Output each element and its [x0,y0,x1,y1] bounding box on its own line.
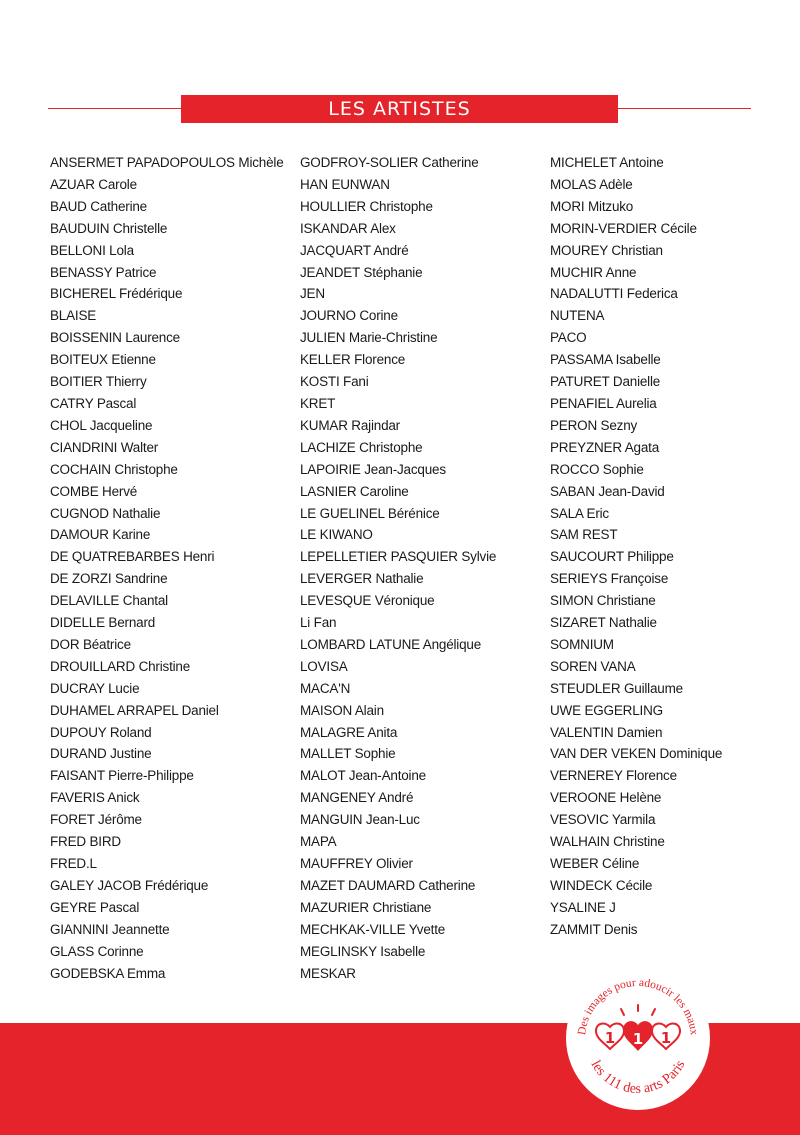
artist-name: MANGUIN Jean-Luc [300,812,420,828]
artist-name: BAUD Catherine [50,198,147,214]
artist-name: COMBE Hervé [50,483,138,499]
artist-name: NUTENA [550,308,605,324]
heart-digits-logo-icon [596,1021,680,1051]
artist-name: LOMBARD LATUNE Angélique [300,636,482,652]
artist-name: PACO [550,330,587,346]
artist-name: JOURNO Corine [300,308,398,324]
artist-name: MACA'N [300,680,351,696]
artist-name: ISKANDAR Alex [300,220,396,236]
artist-name: MAPA [300,834,337,850]
artist-name: MALAGRE Anita [300,724,398,740]
artist-name: MICHELET Antoine [550,155,664,170]
artist-name: LE GUELINEL Bérénice [300,505,440,521]
artist-name: SAM REST [550,527,618,543]
artist-name: BOITIER Thierry [50,374,147,390]
artist-name: MEGLINSKY Isabelle [300,943,426,959]
artist-name: WEBER Céline [550,856,640,871]
artist-name: CATRY Pascal [50,395,137,411]
artist-name: SOMNIUM [550,636,614,652]
artist-name: LEVESQUE Véronique [300,593,435,609]
artist-name: PREYZNER Agata [550,439,659,455]
artist-name: LEVERGER Nathalie [300,571,424,587]
artist-name: MAZURIER Christiane [300,899,432,915]
artist-name: FORET Jérôme [50,812,142,828]
artist-name: JACQUART André [300,242,409,258]
artist-name: SALA Eric [550,505,609,521]
artist-name: GEYRE Pascal [50,899,140,915]
artist-name: MOUREY Christian [550,242,663,258]
artist-name: DUCRAY Lucie [50,680,140,696]
artist-name: ZAMMIT Denis [550,921,638,937]
artist-name: DUPOUY Roland [50,724,152,740]
artist-name: FAISANT Pierre-Philippe [50,768,194,784]
artist-name: DUHAMEL ARRAPEL Daniel [50,702,219,718]
artist-name: NADALUTTI Federica [550,286,678,302]
artist-name: CHOL Jacqueline [50,417,153,433]
seal-digit-2: 1 [632,1030,644,1048]
artist-name: LACHIZE Christophe [300,439,423,455]
artist-name: SABAN Jean-David [550,483,665,499]
artist-name: HAN EUNWAN [300,176,390,192]
artist-name: DELAVILLE Chantal [50,593,168,609]
artist-name: DROUILLARD Christine [50,658,191,674]
artist-name: BLAISE [50,308,97,324]
artist-name: BICHEREL Frédérique [50,286,183,302]
association-seal [563,963,713,1113]
artist-name: MORI Mitzuko [550,198,634,214]
artist-name: LAPOIRIE Jean-Jacques [300,461,446,477]
artist-name: BOITEUX Etienne [50,352,156,368]
artist-name: GLASS Corinne [50,943,144,959]
artist-name: SAUCOURT Philippe [550,549,674,565]
artist-name: KRET [300,395,336,411]
artist-name: MAUFFREY Olivier [300,856,413,871]
artist-name: LASNIER Caroline [300,483,409,499]
artist-name: MALOT Jean-Antoine [300,768,426,784]
artist-name: MOLAS Adèle [550,176,633,192]
seal-digit-1: 1 [604,1029,616,1047]
artist-name: MECHKAK-VILLE Yvette [300,921,446,937]
artist-name: LE KIWANO [300,527,373,543]
artist-name: JEANDET Stéphanie [300,264,423,280]
artist-name: PERON Sezny [550,417,638,433]
artist-name: VERNEREY Florence [550,768,677,784]
artist-name: AZUAR Carole [50,176,137,192]
artist-name: SIMON Christiane [550,593,656,609]
artist-name: MAISON Alain [300,702,384,718]
artist-name: BOISSENIN Laurence [50,330,180,346]
artist-column-1 [50,152,284,984]
artist-name: UWE EGGERLING [550,702,663,718]
artist-name: GODEBSKA Emma [50,965,166,981]
artist-column-3 [550,152,722,941]
artist-name: SIZARET Nathalie [550,615,657,631]
artist-name: KELLER Florence [300,352,406,368]
artist-name: FAVERIS Anick [50,790,140,806]
artist-column-2 [300,152,496,984]
artist-name: COCHAIN Christophe [50,461,178,477]
artist-name: MAZET DAUMARD Catherine [300,877,476,893]
artist-name: DE ZORZI Sandrine [50,571,168,587]
title-rule-left [48,108,183,109]
artist-name: VEROONE Helène [550,790,662,806]
artist-name: GODFROY-SOLIER Catherine [300,155,479,170]
artist-name: GIANNINI Jeannette [50,921,170,937]
artist-name: MESKAR [300,965,356,981]
artist-name: MUCHIR Anne [550,264,637,280]
title-rule-right [617,108,751,109]
artist-name: Li Fan [300,615,337,631]
artist-name: CIANDRINI Walter [50,439,159,455]
artist-name: YSALINE J [550,899,616,915]
artist-name: FRED.L [50,856,97,871]
artist-name: BAUDUIN Christelle [50,220,168,236]
artist-name: VESOVIC Yarmila [550,812,656,828]
seal-bottom-text: les 111 des arts Paris [587,1058,689,1097]
artist-name: WALHAIN Christine [550,834,665,850]
section-title [181,95,618,123]
artist-name: PATURET Danielle [550,374,661,390]
artist-name: PASSAMA Isabelle [550,352,661,368]
artist-name: BENASSY Patrice [50,264,157,280]
artist-name: MALLET Sophie [300,746,396,762]
artist-name: DE QUATREBARBES Henri [50,549,215,565]
artist-name: FRED BIRD [50,834,121,850]
artist-name: VAN DER VEKEN Dominique [550,746,723,762]
section-title-text: LES ARTISTES [328,98,471,120]
artist-name: JEN [300,286,325,302]
artist-name: MORIN-VERDIER Cécile [550,220,697,236]
artist-name: LEPELLETIER PASQUIER Sylvie [300,549,497,565]
artist-name: SOREN VANA [550,658,636,674]
artist-name: ANSERMET PAPADOPOULOS Michèle [50,155,284,170]
artist-name: DIDELLE Bernard [50,615,156,631]
artist-name: PENAFIEL Aurelia [550,395,657,411]
seal-top-text: Des images pour adoucir les maux [576,976,700,1036]
artist-name: STEUDLER Guillaume [550,680,683,696]
artist-name: GALEY JACOB Frédérique [50,877,209,893]
artist-name: LOVISA [300,658,348,674]
artist-name: DAMOUR Karine [50,527,151,543]
artist-name: KUMAR Rajindar [300,417,400,433]
artist-name: WINDECK Cécile [550,877,653,893]
artist-name: DURAND Justine [50,746,152,762]
artist-name: VALENTIN Damien [550,724,663,740]
artist-name: JULIEN Marie-Christine [300,330,438,346]
artist-name: CUGNOD Nathalie [50,505,161,521]
artist-name: ROCCO Sophie [550,461,644,477]
artist-name: MANGENEY André [300,790,414,806]
seal-digit-3: 1 [660,1029,672,1047]
artist-name: HOULLIER Christophe [300,198,433,214]
artist-name: DOR Béatrice [50,636,131,652]
artist-name: KOSTI Fani [300,374,369,390]
artist-name: SERIEYS Françoise [550,571,669,587]
artist-name: BELLONI Lola [50,242,134,258]
